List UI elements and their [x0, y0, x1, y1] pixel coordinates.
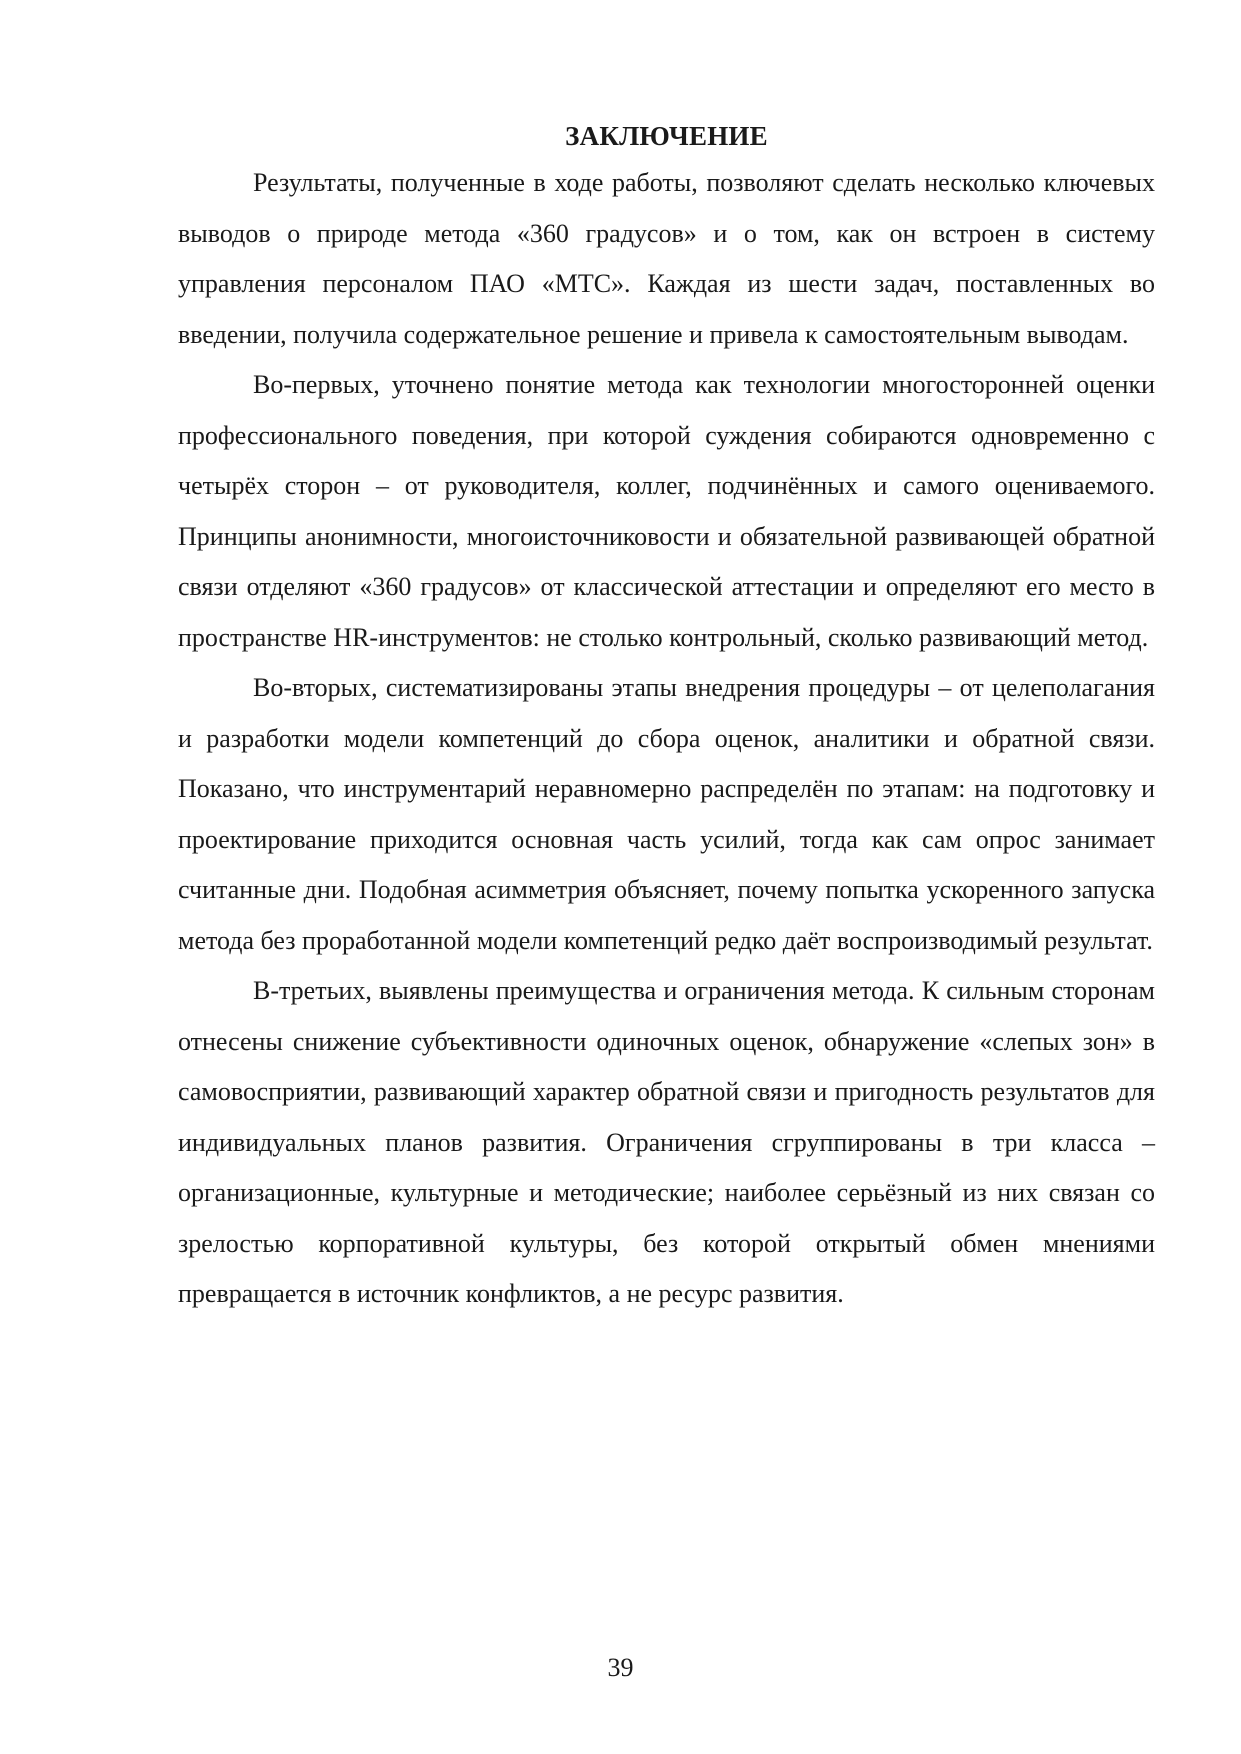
section-heading: ЗАКЛЮЧЕНИЕ [565, 121, 768, 151]
page-content [178, 114, 1155, 1320]
paragraph-3: Во-вторых, систематизированы этапы внедрения процедуры – от целеполагания и разработки модели компетенций до сбора оценок, аналитики и обратной связи. Показано, что инструментарий неравномерно распределён по этапам: на подготовку и проектирование приходится основная часть усилий, тогда как сам опрос занимает считанные дни. Подобная асимметрия объясняет, почему попытка ускоренного запуска метода без проработанной модели компетенций редко даёт воспроизводимый результат. [178, 673, 1155, 955]
paragraph-4: В-третьих, выявлены преимущества и ограничения метода. К сильным сторонам отнесены снижение субъективности одиночных оценок, обнаружение «слепых зон» в самовосприятии, развивающий характер обратной связи и пригодность результатов для индивидуальных планов развития. Ограничения сгруппированы в три класса – организационные, культурные и методические; наиболее серьёзный из них связан со зрелостью корпоративной культуры, без которой открытый обмен мнениями превращается в источник конфликтов, а не ресурс развития. [178, 976, 1155, 1308]
page-number: 39 [607, 1653, 634, 1682]
paragraph-2: Во-первых, уточнено понятие метода как технологии многосторонней оценки профессионального поведения, при которой суждения собираются одновременно с четырёх сторон – от руководителя, коллег, подчинённых и самого оцениваемого. Принципы анонимности, многоисточниковости и обязательной развивающей обратной связи отделяют «360 градусов» от классической аттестации и определяют его место в пространстве HR-инструментов: не столько контрольный, сколько развивающий метод. [178, 370, 1155, 652]
paragraph-1: Результаты, полученные в ходе работы, позволяют сделать несколько ключевых выводов о природе метода «360 градусов» и о том, как он встроен в систему управления персоналом ПАО «МТС». Каждая из шести задач, поставленных во введении, получила содержательное решение и привела к самостоятельным выводам. [178, 168, 1155, 349]
